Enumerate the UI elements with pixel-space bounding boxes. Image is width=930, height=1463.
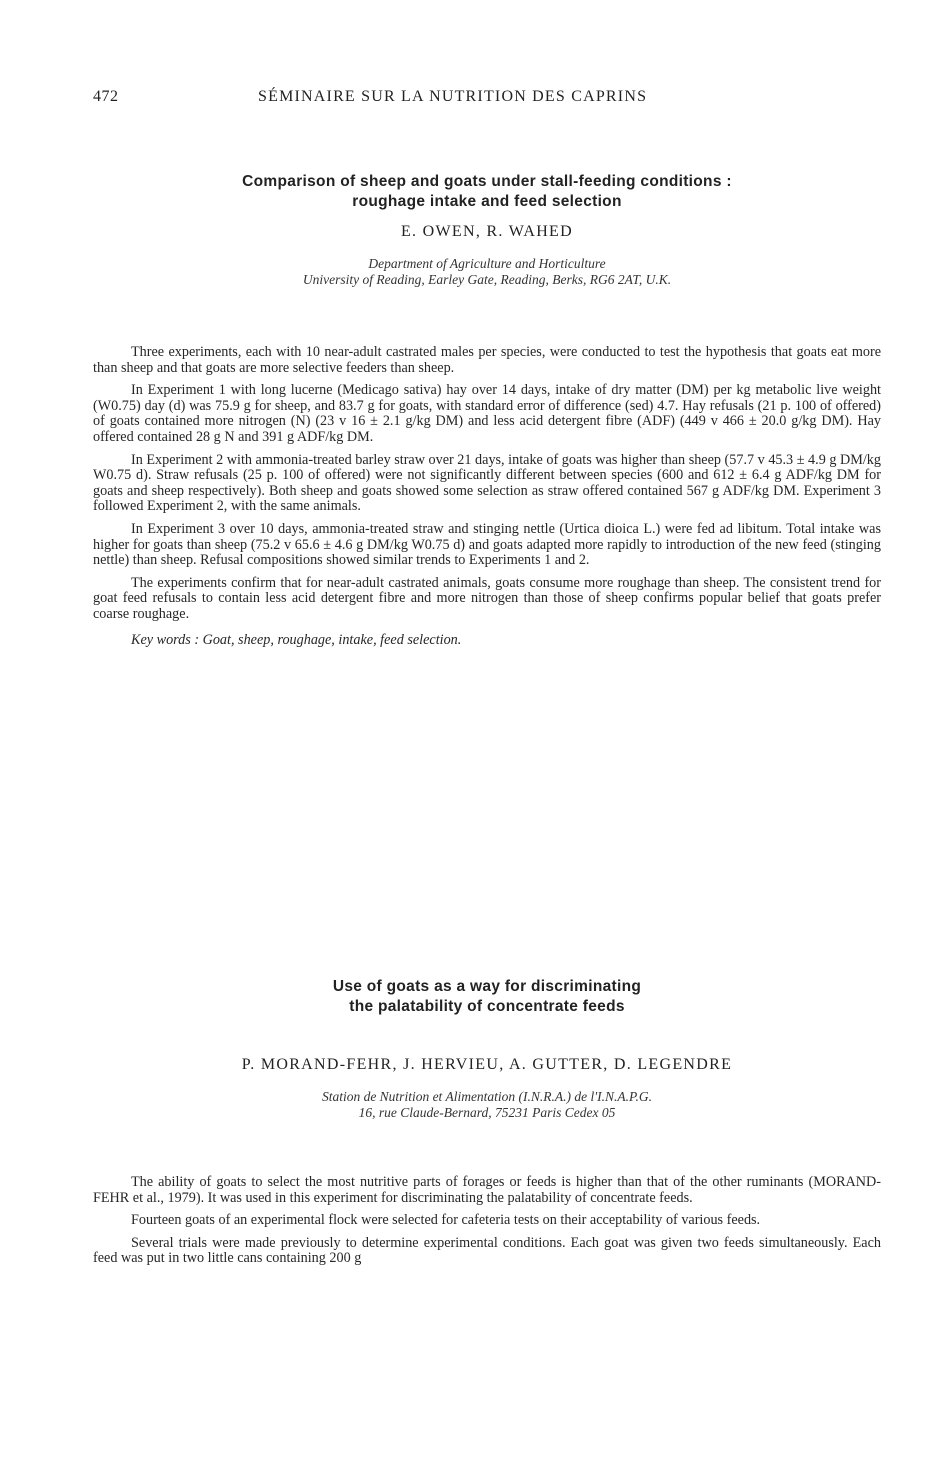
- body-paragraph: The ability of goats to select the most nutritive parts of forages or feeds is higher than that of the other ruminants (MORAND-FEHR et al., 1979). It was used in this experiment for discriminating the palatability of concentrate feeds.: [93, 1174, 881, 1206]
- article-body: [93, 1175, 881, 1267]
- affiliation-line: Department of Agriculture and Horticulture: [368, 256, 606, 271]
- article-abstract: [93, 172, 881, 655]
- title-line: roughage intake and feed selection: [352, 193, 622, 210]
- running-head: SÉMINAIRE SUR LA NUTRITION DES CAPRINS: [258, 88, 648, 105]
- page-number: 472: [93, 88, 119, 105]
- article-abstract: [93, 977, 881, 1274]
- body-paragraph: Fourteen goats of an experimental flock were selected for cafeteria tests on their acceptability of various feeds.: [131, 1212, 761, 1229]
- keywords: Key words : Goat, sheep, roughage, intake, feed selection.: [131, 631, 462, 648]
- article-authors: P. MORAND-FEHR, J. HERVIEU, A. GUTTER, D. LEGENDRE: [241, 1056, 733, 1073]
- body-paragraph: In Experiment 3 over 10 days, ammonia-treated straw and stinging nettle (Urtica dioica L.) were fed ad libitum. Total intake was higher for goats than sheep (75.2 v 65.6 ± 4.6 g DM/kg W0.75 d) and goats adapted more rapidly to introduction of the new feed (stinging nettle) than sheep. Refusal compositions showed similar trends to Experiments 1 and 2.: [93, 520, 881, 569]
- affiliation-line: University of Reading, Earley Gate, Reading, Berks, RG6 2AT, U.K.: [302, 272, 672, 287]
- article-affiliation: [93, 256, 881, 288]
- affiliation-line: Station de Nutrition et Alimentation (I.N.R.A.) de l'I.N.A.P.G.: [321, 1089, 653, 1104]
- body-paragraph: In Experiment 2 with ammonia-treated barley straw over 21 days, intake of goats was higher than sheep (57.7 v 45.3 ± 4.9 g DM/kg W0.75 d). Straw refusals (25 p. 100 of offered) were not significantly different between species (600 and 612 ± 6.4 g ADF/kg DM for goats and sheep respectively). Both sheep and goats showed some selection as straw offered contained 567 g ADF/kg DM. Experiment 3 followed Experiment 2, with the same animals.: [93, 451, 881, 515]
- title-line: the palatability of concentrate feeds: [349, 998, 625, 1015]
- title-line: Use of goats as a way for discriminating: [332, 978, 642, 995]
- article-affiliation: [93, 1089, 881, 1121]
- title-line: Comparison of sheep and goats under stall-feeding conditions :: [242, 173, 732, 190]
- body-paragraph: In Experiment 1 with long lucerne (Medicago sativa) hay over 14 days, intake of dry matter (DM) per kg metabolic live weight (W0.75) day (d) was 75.9 g for sheep, and 83.7 g for goats, with standard error of difference (sed) 4.7. Hay refusals (21 p. 100 of offered) of goats contained more nitrogen (N) (23 v 16 ± 2.1 g/kg DM) and less acid detergent fibre (ADF) (449 v 466 ± 20.0 g/kg DM). Hay offered contained 28 g N and 391 g ADF/kg DM.: [93, 382, 881, 445]
- body-paragraph: Several trials were made previously to determine experimental conditions. Each goat was given two feeds simultaneously. Each feed was put in two little cans containing 200 g: [93, 1234, 881, 1267]
- article-title: [93, 977, 881, 1017]
- body-paragraph: The experiments confirm that for near-adult castrated animals, goats consume more roughage than sheep. The consistent trend for goat feed refusals to contain less acid detergent fibre and more nitrogen than those of sheep confirms popular belief that goats prefer coarse roughage.: [93, 574, 881, 622]
- article-body: [93, 345, 881, 648]
- body-paragraph: Three experiments, each with 10 near-adult castrated males per species, were conducted to test the hypothesis that goats eat more than sheep and that goats are more selective feeders than sheep.: [93, 344, 881, 376]
- article-title: [93, 172, 881, 212]
- affiliation-line: 16, rue Claude-Bernard, 75231 Paris Cedex 05: [358, 1105, 616, 1120]
- article-authors: E. OWEN, R. WAHED: [400, 223, 573, 240]
